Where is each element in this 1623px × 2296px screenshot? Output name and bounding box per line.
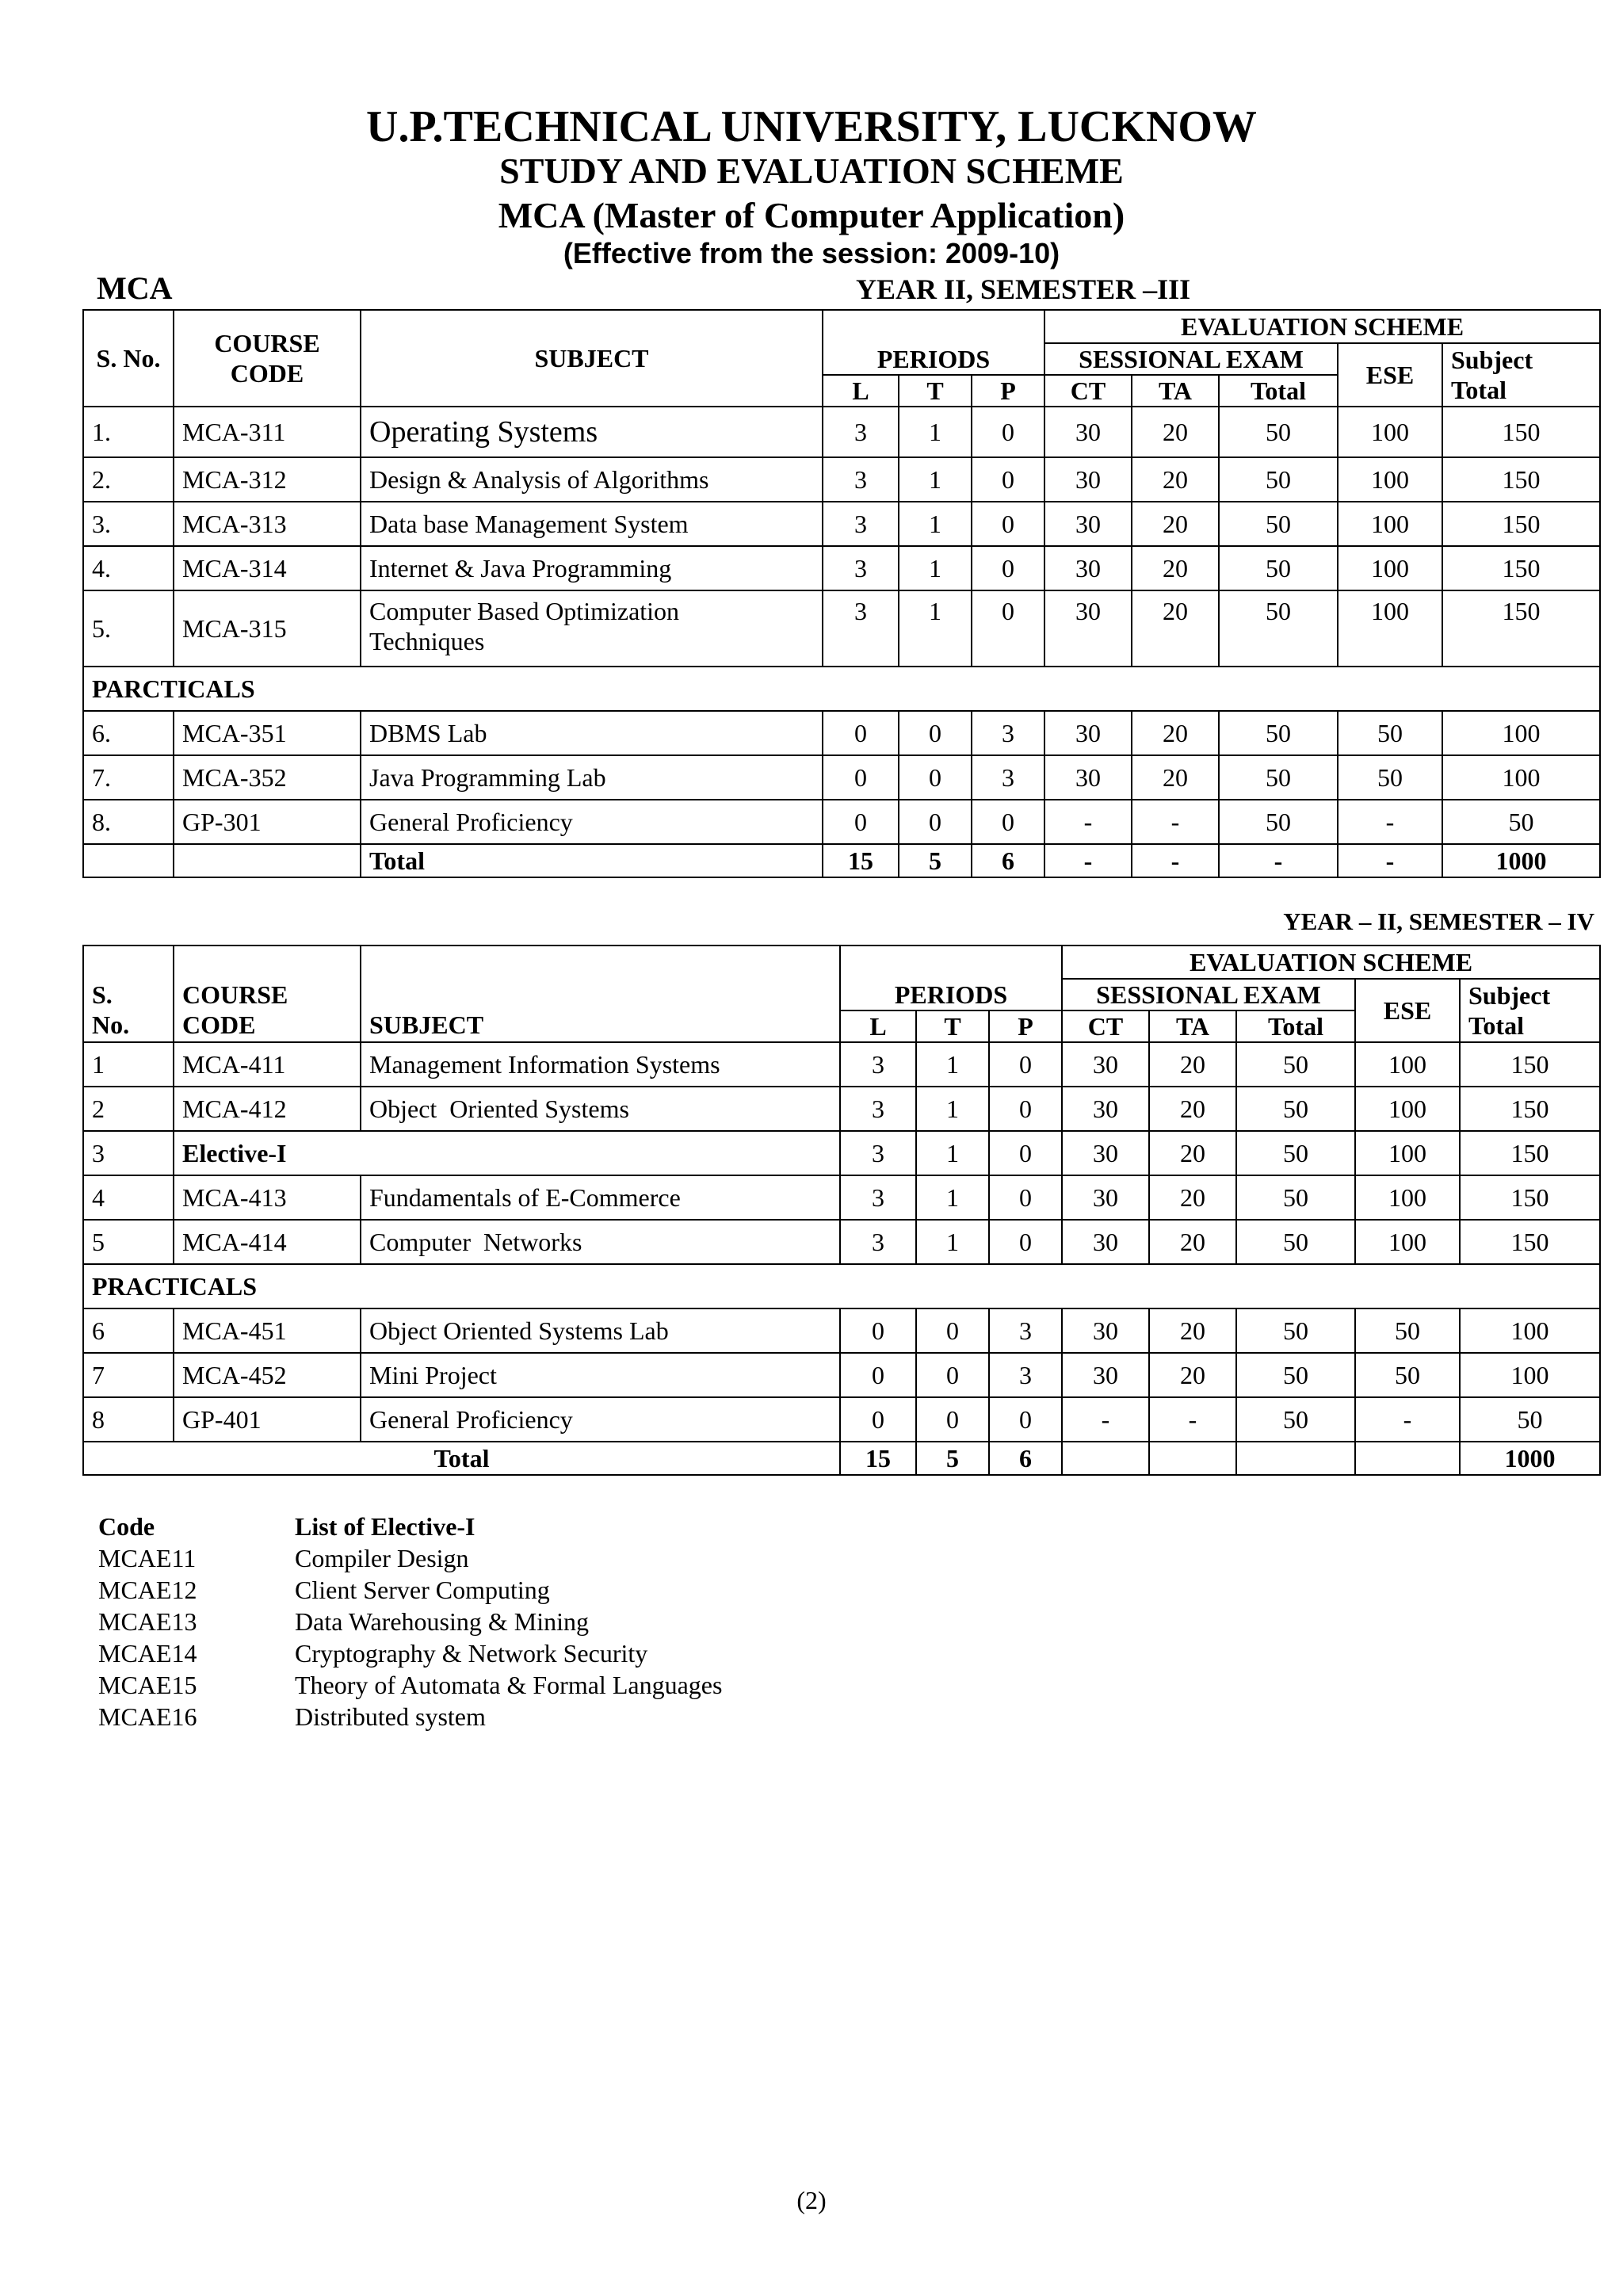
total-label: Total <box>83 1442 840 1475</box>
elective-name: Client Server Computing <box>295 1576 550 1604</box>
cell-code: MCA-312 <box>174 457 361 502</box>
elective-name: Theory of Automata & Formal Languages <box>295 1671 723 1699</box>
header-p: P <box>972 375 1044 407</box>
total-l: 15 <box>840 1442 916 1475</box>
cell-l: 3 <box>840 1220 916 1264</box>
cell-ct: 30 <box>1062 1353 1149 1397</box>
cell-total: 50 <box>1236 1220 1355 1264</box>
cell-t: 1 <box>916 1131 989 1175</box>
semester-iv-title: YEAR – II, SEMESTER – IV <box>1283 907 1594 935</box>
cell-ta: 20 <box>1149 1220 1236 1264</box>
total-ese: - <box>1338 844 1442 877</box>
cell-ct: 30 <box>1062 1087 1149 1131</box>
cell-total: 50 <box>1219 546 1338 590</box>
cell-code: MCA-311 <box>174 407 361 457</box>
cell-total: 50 <box>1236 1353 1355 1397</box>
cell-ct: 30 <box>1062 1175 1149 1220</box>
cell-l: 0 <box>823 800 899 844</box>
table-row <box>83 1175 1600 1220</box>
cell-code: MCA-411 <box>174 1042 361 1087</box>
elective-list-title: List of Elective-I <box>295 1512 475 1541</box>
cell-subject-total: 150 <box>1460 1131 1600 1175</box>
cell-subject-total: 150 <box>1442 457 1600 502</box>
cell-ese: - <box>1338 800 1442 844</box>
cell-subject: Mini Project <box>361 1353 840 1397</box>
cell-p: 3 <box>989 1353 1062 1397</box>
cell-subject-total: 100 <box>1442 755 1600 800</box>
total-row <box>83 1442 1600 1475</box>
session-note: (Effective from the session: 2009-10) <box>563 237 1060 269</box>
elective-name: Cryptography & Network Security <box>295 1639 648 1668</box>
cell-ta: 20 <box>1149 1353 1236 1397</box>
cell-total: 50 <box>1219 502 1338 546</box>
cell-ese: 100 <box>1338 457 1442 502</box>
cell-t: 1 <box>916 1087 989 1131</box>
table-row <box>83 1397 1600 1442</box>
cell-total: 50 <box>1219 755 1338 800</box>
cell-subject-total: 150 <box>1460 1042 1600 1087</box>
total-t: 5 <box>899 844 972 877</box>
header-ese: ESE <box>1355 979 1460 1042</box>
cell-empty <box>1149 1442 1236 1475</box>
cell-t: 0 <box>899 800 972 844</box>
cell-sno: 6. <box>83 711 174 755</box>
cell-empty <box>83 844 174 877</box>
elective-list-header <box>98 1511 722 1542</box>
practicals-label: PRACTICALS <box>83 1264 1600 1308</box>
cell-ese: 100 <box>1338 407 1442 457</box>
cell-ct: 30 <box>1044 407 1132 457</box>
table-row <box>83 546 1600 590</box>
cell-l: 3 <box>823 457 899 502</box>
header-ct: CT <box>1062 1010 1149 1042</box>
cell-subject: Computer Networks <box>361 1220 840 1264</box>
total-l: 15 <box>823 844 899 877</box>
cell-code: MCA-352 <box>174 755 361 800</box>
header-ct: CT <box>1044 375 1132 407</box>
header-sessional-exam: SESSIONAL EXAM <box>1062 979 1355 1010</box>
elective-code: MCAE13 <box>98 1607 197 1636</box>
header-sno-line: S. <box>92 980 113 1009</box>
cell-code: MCA-412 <box>174 1087 361 1131</box>
header-t: T <box>916 1010 989 1042</box>
cell-ta: 20 <box>1132 711 1219 755</box>
cell-ese: 50 <box>1355 1353 1460 1397</box>
cell-code: MCA-451 <box>174 1308 361 1353</box>
cell-p: 0 <box>972 800 1044 844</box>
table-row <box>83 755 1600 800</box>
cell-subject-total: 150 <box>1442 502 1600 546</box>
cell-ese: 100 <box>1355 1220 1460 1264</box>
cell-ese: 50 <box>1355 1308 1460 1353</box>
cell-ta: 20 <box>1149 1087 1236 1131</box>
cell-sno: 3 <box>83 1131 174 1175</box>
cell-subject-line: Techniques <box>369 627 485 655</box>
cell-code: MCA-413 <box>174 1175 361 1220</box>
cell-total: 50 <box>1219 590 1338 667</box>
cell-sno: 6 <box>83 1308 174 1353</box>
cell-ta: 20 <box>1149 1175 1236 1220</box>
cell-p: 3 <box>972 755 1044 800</box>
header-ese: ESE <box>1338 343 1442 407</box>
cell-l: 3 <box>823 590 899 667</box>
cell-total: 50 <box>1236 1087 1355 1131</box>
cell-l: 0 <box>840 1397 916 1442</box>
cell-sno: 2. <box>83 457 174 502</box>
total-p: 6 <box>972 844 1044 877</box>
header-sno <box>83 946 174 1042</box>
cell-code: MCA-452 <box>174 1353 361 1397</box>
cell-l: 0 <box>840 1353 916 1397</box>
table-row <box>83 502 1600 546</box>
elective-code: MCAE11 <box>98 1544 197 1572</box>
cell-sno: 8 <box>83 1397 174 1442</box>
cell-p: 3 <box>989 1308 1062 1353</box>
cell-t: 1 <box>916 1175 989 1220</box>
cell-subject: Operating Systems <box>361 407 823 457</box>
cell-p: 0 <box>989 1220 1062 1264</box>
cell-ct: - <box>1062 1397 1149 1442</box>
cell-l: 3 <box>840 1131 916 1175</box>
header-course-line: COURSE <box>182 980 288 1009</box>
total-ct: - <box>1044 844 1132 877</box>
cell-subject: DBMS Lab <box>361 711 823 755</box>
cell-ta: 20 <box>1132 457 1219 502</box>
cell-total: 50 <box>1236 1308 1355 1353</box>
header-code-line: CODE <box>182 1010 256 1039</box>
cell-subject-total: 150 <box>1460 1220 1600 1264</box>
elective-code: MCAE16 <box>98 1702 197 1731</box>
cell-t: 1 <box>916 1220 989 1264</box>
cell-l: 0 <box>823 711 899 755</box>
header-ta: TA <box>1149 1010 1236 1042</box>
table-row <box>83 711 1600 755</box>
cell-ta: 20 <box>1149 1042 1236 1087</box>
cell-sno: 1 <box>83 1042 174 1087</box>
cell-ct: 30 <box>1044 711 1132 755</box>
cell-l: 0 <box>840 1308 916 1353</box>
header-sessional-exam: SESSIONAL EXAM <box>1044 343 1338 375</box>
elective-code: MCAE12 <box>98 1576 197 1604</box>
elective-code: MCAE14 <box>98 1639 197 1668</box>
table-row <box>83 1087 1600 1131</box>
table-row <box>83 1220 1600 1264</box>
section-row <box>83 667 1600 711</box>
cell-ta: 20 <box>1132 407 1219 457</box>
cell-code: GP-401 <box>174 1397 361 1442</box>
header-p: P <box>989 1010 1062 1042</box>
cell-p: 0 <box>972 590 1044 667</box>
cell-total: 50 <box>1236 1175 1355 1220</box>
cell-subject: Data base Management System <box>361 502 823 546</box>
cell-ese: 100 <box>1355 1042 1460 1087</box>
cell-sno: 2 <box>83 1087 174 1131</box>
list-item <box>98 1606 722 1637</box>
semester-iv-table <box>82 945 1601 1476</box>
header-course-code: COURSE CODE <box>174 310 361 407</box>
cell-t: 1 <box>899 502 972 546</box>
cell-ct: 30 <box>1044 590 1132 667</box>
cell-code: MCA-414 <box>174 1220 361 1264</box>
cell-empty <box>1062 1442 1149 1475</box>
table-row <box>83 1353 1600 1397</box>
cell-empty <box>1355 1442 1460 1475</box>
cell-code: MCA-313 <box>174 502 361 546</box>
cell-l: 3 <box>823 502 899 546</box>
table-row <box>83 457 1600 502</box>
cell-l: 3 <box>840 1175 916 1220</box>
header-l: L <box>840 1010 916 1042</box>
cell-t: 1 <box>916 1042 989 1087</box>
cell-ese: 50 <box>1338 711 1442 755</box>
header-periods: PERIODS <box>840 946 1062 1010</box>
cell-ta: 20 <box>1132 590 1219 667</box>
cell-ct: 30 <box>1062 1220 1149 1264</box>
cell-subject-total: 50 <box>1442 800 1600 844</box>
cell-t: 0 <box>899 711 972 755</box>
cell-t: 1 <box>899 407 972 457</box>
cell-subject-total: 100 <box>1460 1353 1600 1397</box>
cell-subject: General Proficiency <box>361 1397 840 1442</box>
cell-ese: - <box>1355 1397 1460 1442</box>
list-item <box>98 1701 722 1733</box>
semester-iii-title: YEAR II, SEMESTER –III <box>856 273 1191 305</box>
cell-total: 50 <box>1236 1042 1355 1087</box>
cell-subject-total: 50 <box>1460 1397 1600 1442</box>
cell-subject: Fundamentals of E-Commerce <box>361 1175 840 1220</box>
cell-p: 0 <box>972 457 1044 502</box>
cell-sno: 7 <box>83 1353 174 1397</box>
cell-ese: 100 <box>1355 1131 1460 1175</box>
practicals-label: PARCTICALS <box>83 667 1600 711</box>
cell-subject: General Proficiency <box>361 800 823 844</box>
cell-subject-total: 100 <box>1460 1308 1600 1353</box>
cell-p: 0 <box>989 1131 1062 1175</box>
cell-ta: - <box>1132 800 1219 844</box>
cell-subject <box>361 590 823 667</box>
cell-code: MCA-315 <box>174 590 361 667</box>
cell-sno: 3. <box>83 502 174 546</box>
cell-subject: Design & Analysis of Algorithms <box>361 457 823 502</box>
cell-subject-total: 150 <box>1442 546 1600 590</box>
cell-total: 50 <box>1219 800 1338 844</box>
cell-subject: Java Programming Lab <box>361 755 823 800</box>
cell-ct: 30 <box>1062 1042 1149 1087</box>
elective-list <box>98 1511 722 1733</box>
header-t: T <box>899 375 972 407</box>
cell-sno: 5 <box>83 1220 174 1264</box>
elective-code: MCAE15 <box>98 1671 197 1699</box>
total-total: - <box>1219 844 1338 877</box>
list-item <box>98 1637 722 1669</box>
header-subject: SUBJECT <box>361 310 823 407</box>
cell-ct: 30 <box>1062 1131 1149 1175</box>
total-t: 5 <box>916 1442 989 1475</box>
cell-sno: 4. <box>83 546 174 590</box>
cell-ct: 30 <box>1044 755 1132 800</box>
cell-total: 50 <box>1236 1397 1355 1442</box>
cell-total: 50 <box>1219 457 1338 502</box>
cell-ese: 100 <box>1338 546 1442 590</box>
total-row <box>83 844 1600 877</box>
header-course-code <box>174 946 361 1042</box>
cell-ct: 30 <box>1062 1308 1149 1353</box>
cell-sno: 8. <box>83 800 174 844</box>
page-number: (2) <box>796 2186 827 2214</box>
cell-t: 1 <box>899 590 972 667</box>
table-row <box>83 1131 1600 1175</box>
cell-t: 1 <box>899 546 972 590</box>
program-label: MCA <box>97 270 173 306</box>
cell-ct: 30 <box>1044 457 1132 502</box>
total-ta: - <box>1132 844 1219 877</box>
table-row <box>83 1308 1600 1353</box>
university-title: U.P.TECHNICAL UNIVERSITY, LUCKNOW <box>366 102 1257 151</box>
cell-p: 0 <box>989 1397 1062 1442</box>
header-subject-total: Subject Total <box>1442 343 1600 407</box>
cell-p: 3 <box>972 711 1044 755</box>
cell-subject-line: Computer Based Optimization <box>369 597 680 625</box>
cell-ta: 20 <box>1132 502 1219 546</box>
cell-ese: 100 <box>1338 502 1442 546</box>
elective-name: Data Warehousing & Mining <box>295 1607 589 1636</box>
header-sno-line: No. <box>92 1010 130 1039</box>
total-label: Total <box>361 844 823 877</box>
table-row <box>83 407 1600 457</box>
elective-name: Distributed system <box>295 1702 486 1731</box>
cell-total: 50 <box>1219 711 1338 755</box>
cell-l: 3 <box>823 546 899 590</box>
total-p: 6 <box>989 1442 1062 1475</box>
cell-subject: Object Oriented Systems Lab <box>361 1308 840 1353</box>
header-sno: S. No. <box>83 310 174 407</box>
section-row <box>83 1264 1600 1308</box>
cell-code: GP-301 <box>174 800 361 844</box>
cell-ta: 20 <box>1149 1308 1236 1353</box>
cell-ese: 100 <box>1355 1087 1460 1131</box>
cell-t: 1 <box>899 457 972 502</box>
header-total: Total <box>1219 375 1338 407</box>
cell-subject-total: 150 <box>1442 407 1600 457</box>
cell-ese: 100 <box>1338 590 1442 667</box>
scheme-title: STUDY AND EVALUATION SCHEME <box>499 151 1124 191</box>
cell-subject: Object Oriented Systems <box>361 1087 840 1131</box>
cell-ct: 30 <box>1044 546 1132 590</box>
cell-total: 50 <box>1236 1131 1355 1175</box>
table-row <box>83 800 1600 844</box>
table-row <box>83 590 1600 667</box>
header-periods: PERIODS <box>823 310 1044 375</box>
total-subject-total: 1000 <box>1442 844 1600 877</box>
cell-sno: 1. <box>83 407 174 457</box>
cell-l: 3 <box>840 1087 916 1131</box>
semester-iii-table <box>82 309 1601 878</box>
cell-subject-total: 100 <box>1442 711 1600 755</box>
cell-empty <box>1236 1442 1355 1475</box>
header-l: L <box>823 375 899 407</box>
cell-l: 3 <box>840 1042 916 1087</box>
header-ta: TA <box>1132 375 1219 407</box>
cell-ct: 30 <box>1044 502 1132 546</box>
cell-l: 0 <box>823 755 899 800</box>
program-title: MCA (Master of Computer Application) <box>498 195 1125 235</box>
cell-total: 50 <box>1219 407 1338 457</box>
cell-ta: 20 <box>1132 546 1219 590</box>
cell-p: 0 <box>972 502 1044 546</box>
cell-sno: 7. <box>83 755 174 800</box>
elective-name: Compiler Design <box>295 1544 469 1572</box>
cell-ese: 100 <box>1355 1175 1460 1220</box>
cell-p: 0 <box>989 1087 1062 1131</box>
cell-ta: 20 <box>1132 755 1219 800</box>
cell-t: 0 <box>916 1353 989 1397</box>
cell-t: 0 <box>916 1397 989 1442</box>
cell-p: 0 <box>989 1175 1062 1220</box>
cell-code: MCA-351 <box>174 711 361 755</box>
header-total: Total <box>1236 1010 1355 1042</box>
cell-ct: - <box>1044 800 1132 844</box>
cell-l: 3 <box>823 407 899 457</box>
cell-ese: 50 <box>1338 755 1442 800</box>
cell-code: MCA-314 <box>174 546 361 590</box>
cell-subject-total: 150 <box>1460 1175 1600 1220</box>
cell-p: 0 <box>989 1042 1062 1087</box>
cell-sno: 4 <box>83 1175 174 1220</box>
cell-subject: Management Information Systems <box>361 1042 840 1087</box>
total-subject-total: 1000 <box>1460 1442 1600 1475</box>
cell-elective: Elective-I <box>174 1131 840 1175</box>
header-subject-total: Subject Total <box>1460 979 1600 1042</box>
list-item <box>98 1669 722 1701</box>
header-subject: SUBJECT <box>361 946 840 1042</box>
cell-subject-total: 150 <box>1442 590 1600 667</box>
cell-p: 0 <box>972 546 1044 590</box>
table-row <box>83 1042 1600 1087</box>
header-evaluation-scheme: EVALUATION SCHEME <box>1062 946 1600 979</box>
cell-p: 0 <box>972 407 1044 457</box>
list-item <box>98 1574 722 1606</box>
cell-subject-total: 150 <box>1460 1087 1600 1131</box>
cell-t: 0 <box>916 1308 989 1353</box>
list-item <box>98 1542 722 1574</box>
cell-sno: 5. <box>83 590 174 667</box>
cell-empty <box>174 844 361 877</box>
cell-t: 0 <box>899 755 972 800</box>
cell-subject: Internet & Java Programming <box>361 546 823 590</box>
cell-ta: - <box>1149 1397 1236 1442</box>
header-evaluation-scheme: EVALUATION SCHEME <box>1044 310 1600 343</box>
elective-code-header: Code <box>98 1512 155 1541</box>
cell-ta: 20 <box>1149 1131 1236 1175</box>
